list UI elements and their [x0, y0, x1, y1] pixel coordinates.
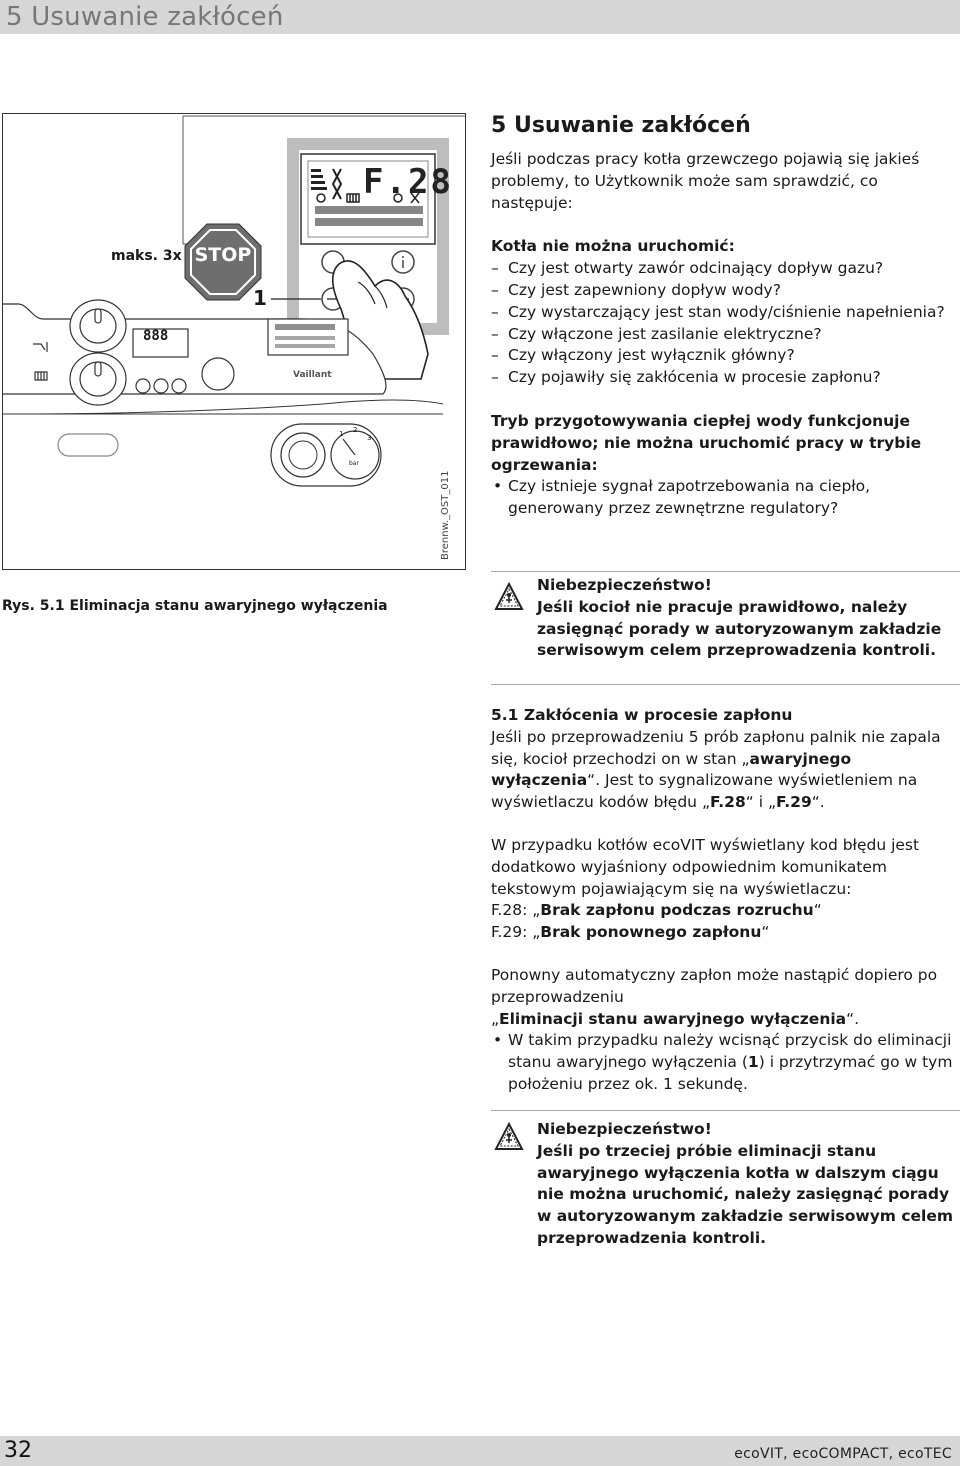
sub51-paragraph-1: Jeśli po przeprowadzeniu 5 prób zapłonu palnik nie zapala się, kocioł przechodzi on w stan „awaryjnego wyłączenia“. Jest to sygnalizowane wyświetleniem na wyświetlaczu kodów błędu „F.28“ i „F.29“.: [491, 727, 941, 812]
maks-label: maks. 3x: [111, 248, 182, 264]
figure-caption: Rys. 5.1 Eliminacja stanu awaryjnego wyłączenia: [2, 598, 388, 614]
divider: [491, 571, 960, 572]
figure-code: Brennw._OST_011: [440, 470, 451, 560]
sub51-paragraph-3-bold: „Eliminacji stanu awaryjnego wyłączenia“.: [491, 1009, 860, 1028]
display-code: F.28: [363, 162, 453, 202]
gauge-tick-2: 2: [353, 426, 358, 434]
block1-item: – Czy wystarczający jest stan wody/ciśnienie napełnienia?: [491, 302, 956, 324]
block1-item: – Czy pojawiły się zakłócenia w procesie zapłonu?: [491, 367, 956, 389]
section-intro: Jeśli podczas pracy kotła grzewczego pojawią się jakieś problemy, to Użytkownik może sam sprawdzić, co następuje:: [491, 150, 920, 212]
f28-line: F.28: „Brak zapłonu podczas rozruchu“: [491, 901, 822, 920]
block2-heading: Tryb przygotowywania ciepłej wody funkcjonuje prawidłowo; nie można uruchomić pracy w trybie ogrzewania:: [491, 411, 922, 474]
f29-line: F.29: „Brak ponownego zapłonu“: [491, 923, 770, 942]
block1-item: – Czy włączone jest zasilanie elektryczne?: [491, 324, 956, 346]
sub51-bullet: • W takim przypadku należy wcisnąć przycisk do eliminacji stanu awaryjnego wyłączenia (1) i przytrzymać go w tym położeniu przez ok. 1 sekundę.: [491, 1030, 956, 1095]
subsection-title: 5.1 Zakłócenia w procesie zapłonu: [491, 706, 793, 724]
warning-2-title: Niebezpieczeństwo!: [537, 1120, 712, 1138]
divider: [491, 684, 960, 685]
warning-2-text: Jeśli po trzeciej próbie eliminacji stanu awaryjnego wyłączenia kotła w dalszym ciągu nie można uruchomić, należy zasięgnąć porady w autoryzowanym zakładzie serwisowym celem przeprowadzenia kontroli.: [537, 1141, 954, 1247]
warning-2: [537, 1119, 960, 1250]
callout-number: 1: [253, 286, 267, 310]
warning-triangle-icon: [494, 1122, 524, 1152]
sub51-paragraph-2: W przypadku kotłów ecoVIT wyświetlany kod błędu jest dodatkowo wyjaśniony odpowiednim komunikatem tekstowym pojawiającym się na wyświetlaczu:: [491, 835, 920, 898]
warning-triangle-icon: [494, 582, 524, 612]
small-display-value: 888: [143, 328, 169, 344]
figure-frame: [2, 113, 466, 570]
warning-1: [537, 575, 960, 662]
block1-item: – Czy włączony jest wyłącznik główny?: [491, 345, 956, 367]
page-number: 32: [4, 1438, 32, 1463]
section-5-1: [491, 705, 956, 1096]
block2-item: • Czy istnieje sygnał zapotrzebowania na ciepło, generowany przez zewnętrzne regulatory?: [491, 476, 956, 520]
header-title: 5 Usuwanie zakłóceń: [6, 2, 284, 32]
warning-1-title: Niebezpieczeństwo!: [537, 576, 712, 594]
divider: [491, 1110, 960, 1111]
block1-item: – Czy jest zapewniony dopływ wody?: [491, 280, 956, 302]
stop-label: STOP: [194, 244, 252, 266]
brand-label: Vaillant: [293, 370, 332, 380]
section-title: 5 Usuwanie zakłóceń: [491, 113, 751, 138]
block1-item: – Czy jest otwarty zawór odcinający dopływ gazu?: [491, 258, 956, 280]
warning-1-text: Jeśli kocioł nie pracuje prawidłowo, należy zasięgnąć porady w autoryzowanym zakładzie serwisowym celem przeprowadzenia kontroli.: [537, 597, 942, 660]
sub51-paragraph-3: Ponowny automatyczny zapłon może nastąpić dopiero po przeprowadzeniu: [491, 965, 938, 1006]
gauge-tick-1: 1: [339, 430, 344, 438]
gauge-unit: bar: [349, 460, 359, 467]
block1-heading: Kotła nie można uruchomić:: [491, 237, 735, 256]
product-line: ecoVIT, ecoCOMPACT, ecoTEC: [734, 1446, 952, 1462]
section-5: [491, 112, 956, 520]
gauge-tick-3: 3: [367, 434, 372, 442]
